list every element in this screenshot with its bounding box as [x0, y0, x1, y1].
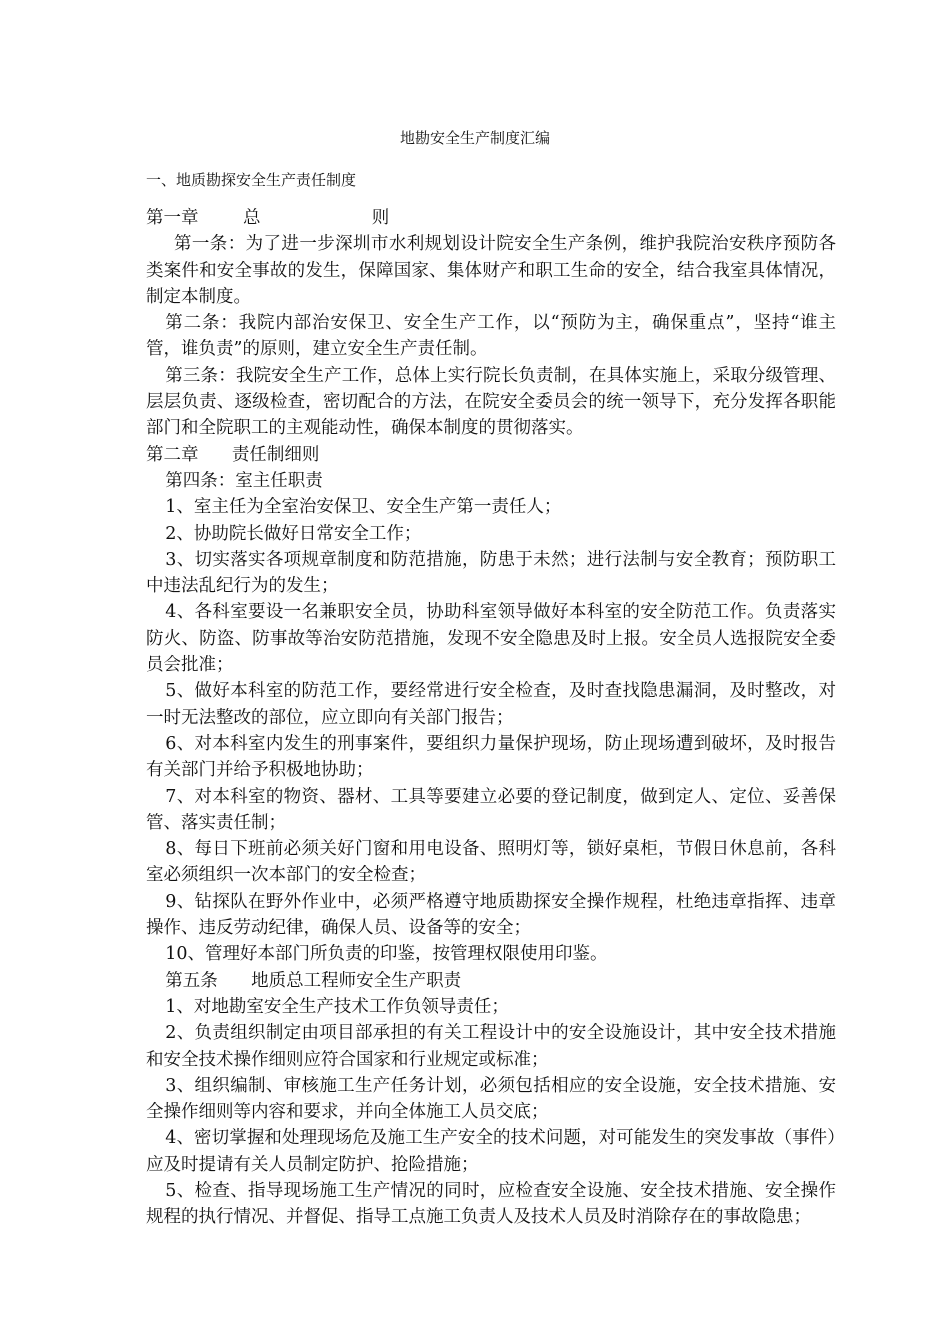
article-heading: 第四条：室主任职责 — [165, 470, 323, 491]
list-item: 3、切实落实各项规章制度和防范措施，防患于未然；进行法制与安全教育；预防职工中违法乱纪行为的发生； — [146, 549, 836, 597]
article-paragraph: 第二条：我院内部治安保卫、安全生产工作，以“预防为主，确保重点”，坚持“谁主管，谁负责”的原则，建立安全生产责任制。 — [146, 313, 836, 360]
chapter-heading: 第一章 总 则 — [146, 208, 390, 228]
document-title: 地勘安全生产制度汇编 — [399, 129, 550, 147]
article-paragraph: 第三条：我院安全生产工作，总体上实行院长负责制，在具体实施上，采取分级管理、层层负责、逐级检查，密切配合的方法，在院安全委员会的统一领导下，充分发挥各职能部门和全院职工的主观能动性，确保本制度的贯彻落实。 — [146, 365, 836, 439]
list-item: 3、组织编制、审核施工生产任务计划，必须包括相应的安全设施，安全技术措施、安全操作细则等内容和要求，并向全体施工人员交底； — [146, 1075, 836, 1123]
list-item: 2、协助院长做好日常安全工作； — [165, 523, 422, 544]
article-heading: 第五条 地质总工程师安全生产职责 — [165, 970, 462, 991]
list-item: 5、检查、指导现场施工生产情况的同时，应检查安全设施、安全技术措施、安全操作规程的执行情况、并督促、指导工点施工负责人及技术人员及时消除存在的事故隐患； — [146, 1180, 836, 1228]
list-item: 1、室主任为全室治安保卫、安全生产第一责任人； — [165, 497, 562, 518]
list-item: 2、负责组织制定由项目部承担的有关工程设计中的安全设施设计，其中安全技术措施和安全技术操作细则应符合国家和行业规定或标准； — [146, 1023, 836, 1070]
list-item: 1、对地勘室安全生产技术工作负领导责任； — [165, 996, 509, 1017]
list-item: 9、钻探队在野外作业中，必须严格遵守地质勘探安全操作规程，杜绝违章指挥、违章操作、违反劳动纪律，确保人员、设备等的安全； — [146, 891, 836, 939]
section-heading: 一、地质勘探安全生产责任制度 — [146, 171, 357, 189]
list-item: 7、对本科室的物资、器材、工具等要建立必要的登记制度，做到定人、定位、妥善保管、落实责任制； — [146, 786, 836, 833]
list-item: 6、对本科室内发生的刑事案件，要组织力量保护现场，防止现场遭到破坏，及时报告有关部门并给予积极地协助； — [146, 733, 836, 781]
list-item: 8、每日下班前必须关好门窗和用电设备、照明灯等，锁好桌柜，节假日休息前，各科室必须组织一次本部门的安全检查； — [146, 839, 836, 886]
chapter-heading: 第二章 责任制细则 — [146, 444, 320, 465]
list-item: 10、管理好本部门所负责的印鉴，按管理权限使用印鉴。 — [165, 944, 608, 965]
list-item: 4、密切掌握和处理现场危及施工生产安全的技术问题，对可能发生的突发事故（事件）应及时提请有关人员制定防护、抢险措施； — [146, 1128, 836, 1175]
list-item: 5、做好本科室的防范工作，要经常进行安全检查，及时查找隐患漏洞，及时整改，对一时无法整改的部位，应立即向有关部门报告； — [146, 681, 836, 728]
article-paragraph: 第一条：为了进一步深圳市水利规划设计院安全生产条例，维护我院治安秩序预防各类案件和安全事故的发生，保障国家、集体财产和职工生命的安全，结合我室具体情况，制定本制度。 — [146, 234, 836, 307]
list-item: 4、各科室要设一名兼职安全员，协助科室领导做好本科室的安全防范工作。负责落实防火、防盗、防事故等治安防范措施，发现不安全隐患及时上报。安全员人选报院安全委员会批准； — [146, 602, 836, 676]
document-body — [146, 205, 836, 1231]
